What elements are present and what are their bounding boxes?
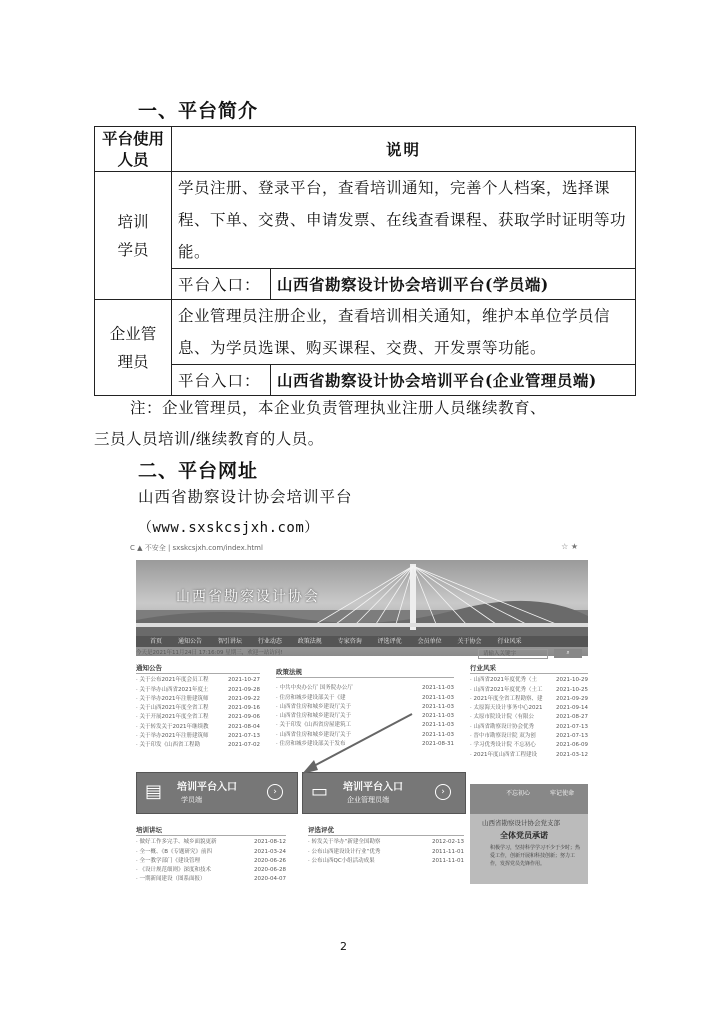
platform-table (94, 126, 636, 396)
party-slogan: 全体党员承诺 (500, 831, 548, 840)
list-item-title[interactable]: · 2021年度山西省工程建设 (470, 751, 537, 758)
list-item-title[interactable]: · 一期新闻建设（图系面报） (136, 876, 206, 883)
list-item-date: 2021-10-29 (556, 677, 588, 684)
awards-title: 评选评优 (308, 826, 464, 836)
list-item-date: 2021-09-14 (556, 705, 588, 712)
list-item-title[interactable]: · 2021年度全省工程勘察、建 (470, 695, 543, 702)
list-item[interactable] (470, 713, 588, 722)
party-tag-1: 不忘初心 (506, 790, 531, 797)
list-item-title[interactable]: · 学习优秀设计院 不忘初心 (470, 742, 536, 749)
list-item-title[interactable]: · 做好工作多完手、城乡面貌更新 (136, 839, 217, 846)
list-item-title[interactable]: · 关于举办山西省2021年度土 (136, 686, 209, 693)
list-item-date: 2021-03-24 (254, 848, 286, 855)
site-url[interactable]: （www.sxskcsjxh.com） (138, 520, 319, 536)
list-item-date: 2021-10-27 (228, 677, 260, 684)
section-title-2: 二、平台网址 (138, 460, 259, 482)
list-item-date: 2021-06-09 (556, 742, 588, 749)
arrow-right-icon: › (435, 784, 451, 800)
list-item-date: 2011-11-01 (432, 848, 464, 855)
role-student: 培训学员 (95, 172, 172, 300)
laptop-icon: ▭ (311, 781, 329, 802)
entry-label-student: 平台入口： (172, 269, 271, 300)
list-item[interactable] (136, 848, 286, 857)
table-header-row (95, 127, 636, 172)
list-item[interactable] (136, 857, 286, 866)
note-line-2: 三员人员培训/继续教育的人员。 (94, 430, 324, 448)
entry-link-admin[interactable]: 山西省勘察设计协会培训平台(企业管理员端) (271, 365, 636, 396)
list-item-date: 2021-07-13 (556, 723, 588, 730)
list-item[interactable] (470, 732, 588, 741)
list-item-date: 2020-06-28 (254, 867, 286, 874)
list-item-date: 2021-07-13 (556, 733, 588, 740)
list-item[interactable] (276, 684, 454, 693)
list-item-date: 2021-11-03 (422, 713, 454, 720)
list-item-title[interactable]: · 关于转发关于2021年继续教 (136, 723, 209, 730)
list-item-date: 2021-09-29 (556, 695, 588, 702)
list-item[interactable] (308, 838, 464, 847)
nav-item[interactable]: 关于协会 (457, 638, 482, 645)
nav-item[interactable]: 通知公告 (177, 638, 202, 645)
list-item-date: 2021-08-31 (422, 741, 454, 748)
pointer-arrow (280, 710, 420, 778)
awards-panel (308, 826, 464, 866)
list-item[interactable] (470, 686, 588, 695)
nav-item[interactable]: 会员单位 (417, 638, 442, 645)
party-body: 积极学习，坚持科学学习不少于少时；热爱工作，创新开展和科技创新；努力工作，发挥党员先锋作用。 (490, 845, 581, 867)
list-item-title[interactable]: · 全一教学部门《建设管理 (136, 857, 200, 864)
list-item[interactable] (136, 704, 260, 713)
nav-item[interactable]: 首页 (150, 638, 163, 645)
notices-panel (136, 664, 260, 751)
list-item-title[interactable]: · 住房和城乡建设部关于发布 (276, 741, 346, 748)
list-item-title[interactable]: · 《设计规范细则》深度和技术 (136, 867, 211, 874)
date-text: 今天是2021年11月24日 17:16:09 星期三，欢迎一站访问! (136, 650, 283, 656)
list-item[interactable] (470, 741, 588, 750)
site-nav (136, 636, 588, 647)
description-student: 学员注册、登录平台，查看培训通知，完善个人档案，选择课程、下单、交费、申请发票、在线查看课程、获取学时证明等功能。 (172, 172, 636, 269)
list-item-title[interactable]: · 山西省住房和城乡建设厅关于 (276, 731, 351, 738)
list-item[interactable] (136, 741, 260, 750)
party-org: 山西省勘察设计协会党支部 (482, 819, 560, 827)
list-item-date: 2011-11-01 (432, 857, 464, 864)
industry-panel (470, 664, 588, 760)
description-admin: 企业管理员注册企业，查看培训相关通知，维护本单位学员信息、为学员选课、购买课程、交费、开发票等功能。 (172, 300, 636, 365)
site-search-input[interactable]: 请输入关键字 (478, 649, 548, 659)
entry-row-admin (95, 365, 636, 396)
list-item-date: 2021-09-06 (228, 714, 260, 721)
list-item-date: 2021-09-16 (228, 705, 260, 712)
list-item-date: 2021-08-04 (228, 723, 260, 730)
list-item[interactable] (136, 713, 260, 722)
notices-title: 通知公告 (136, 664, 260, 674)
list-item-title[interactable]: · 山西省2021年度优秀（土 (470, 677, 537, 684)
list-item-date: 2020-06-26 (254, 857, 286, 864)
list-item[interactable] (136, 676, 260, 685)
admin-entry-button[interactable]: ▭ 培训平台入口 企业管理员端 › (302, 772, 466, 814)
table-row-admin (95, 300, 636, 365)
list-item-title[interactable]: · 关于举办2021年注册建筑师 (136, 695, 209, 702)
list-item-title[interactable]: · 关于山西2021年度全省工程 (136, 705, 209, 712)
table-row-student (95, 172, 636, 269)
list-item-date: 2021-10-25 (556, 686, 588, 693)
list-item[interactable] (136, 723, 260, 732)
list-item-title[interactable]: · 关于印发《山西省房屋建筑工 (276, 722, 351, 729)
entry-row-student (95, 269, 636, 300)
nav-item[interactable]: 评选评优 (377, 638, 402, 645)
header-users: 平台使用人员 (95, 127, 172, 172)
header-description: 说明 (172, 127, 636, 172)
list-item-date: 2021-11-03 (422, 731, 454, 738)
party-panel (470, 784, 588, 884)
list-item-title[interactable]: · 山西省住房和城乡建设厅关于 (276, 703, 351, 710)
list-item-title[interactable]: · 山西省住房和城乡建设厅关于 (276, 713, 351, 720)
page-number: 2 (340, 940, 347, 953)
industry-title: 行业风采 (470, 664, 588, 674)
list-item-title[interactable]: · 太原海天设计事务中心2021 (470, 705, 543, 712)
student-entry-button[interactable]: ▤ 培训平台入口 学员端 › (136, 772, 298, 814)
nav-item[interactable]: 专家咨询 (337, 638, 362, 645)
list-item-date: 2021-08-12 (254, 839, 286, 846)
list-item-date: 2021-09-22 (228, 695, 260, 702)
star-icon[interactable]: ☆ ★ (561, 542, 578, 551)
list-item[interactable] (308, 848, 464, 857)
list-item[interactable] (470, 723, 588, 732)
list-item[interactable] (470, 704, 588, 713)
arrow-right-icon: › (267, 784, 283, 800)
book-icon: ▤ (145, 781, 163, 802)
list-item-title[interactable]: · 山西省勘察设计协会优秀 (470, 723, 534, 730)
list-item[interactable] (136, 866, 286, 875)
site-info-bar (136, 648, 588, 659)
list-item-title[interactable]: · 中共中央办公厅 国务院办公厅 (276, 685, 353, 692)
list-item[interactable] (136, 838, 286, 847)
list-item-date: 2020-04-07 (254, 876, 286, 883)
nav-item[interactable]: 行业动态 (257, 638, 282, 645)
list-item-date: 2021-09-28 (228, 686, 260, 693)
list-item-date: 2021-11-03 (422, 694, 454, 701)
list-item[interactable] (308, 857, 464, 866)
site-search-button[interactable]: ⌕ (554, 649, 582, 658)
list-item-date: 2021-11-03 (422, 685, 454, 692)
policies-title: 政策法规 (276, 668, 454, 678)
lectures-panel (136, 826, 286, 885)
list-item-date: 2021-11-03 (422, 703, 454, 710)
list-item-title[interactable]: · 关于公布2021年度会员工程 (136, 677, 209, 684)
list-item-title[interactable]: · 关于举办2021年注册建筑师 (136, 733, 209, 740)
list-item[interactable] (470, 695, 588, 704)
list-item-title[interactable]: · 关于印发《山西省工程勘 (136, 742, 200, 749)
nav-item[interactable]: 政策法规 (297, 638, 322, 645)
list-item[interactable] (136, 875, 286, 884)
list-item-title[interactable]: · 山西省2021年度优秀（土工 (470, 686, 543, 693)
list-item-title[interactable]: · 全一概、《B《专题研究》前四 (136, 848, 213, 855)
list-item-title[interactable]: · 晋中市勘察设计院 双为创 (470, 733, 536, 740)
note-line-1: 注：企业管理员，本企业负责管理执业注册人员继续教育、 (130, 399, 547, 417)
list-item[interactable] (470, 676, 588, 685)
section-title-1: 一、平台简介 (138, 100, 259, 122)
role-admin: 企业管理员 (95, 300, 172, 396)
list-item[interactable] (136, 686, 260, 695)
list-item-title[interactable]: · 太原市院设计院（有限公 (470, 714, 534, 721)
list-item-title[interactable]: · 公布山西建设设计行业“优秀 (308, 848, 381, 855)
list-item[interactable] (136, 695, 260, 704)
entry-label-admin: 平台入口： (172, 365, 271, 396)
lectures-title: 培训讲坛 (136, 826, 286, 836)
site-banner-title: 山西省勘察设计协会 (176, 589, 320, 605)
list-item-date: 2021-08-27 (556, 714, 588, 721)
list-item-date: 2021-03-12 (556, 751, 588, 758)
list-item[interactable] (136, 732, 260, 741)
nav-item[interactable]: 行业风采 (497, 638, 522, 645)
list-item-date: 2012-02-13 (432, 839, 464, 846)
list-item-title[interactable]: · 住房和城乡建设部关于《建 (276, 694, 346, 701)
list-item-date: 2021-11-03 (422, 722, 454, 729)
list-item-date: 2021-07-02 (228, 742, 260, 749)
list-item-title[interactable]: · 关于开展2021年度全省工程 (136, 714, 209, 721)
list-item[interactable] (276, 694, 454, 703)
party-tag-2: 牢记使命 (550, 790, 575, 797)
list-item-title[interactable]: · 转发关于举办“新建全国勘察 (308, 839, 381, 846)
site-name: 山西省勘察设计协会培训平台 (138, 488, 353, 506)
nav-item[interactable]: 智引讲坛 (217, 638, 242, 645)
list-item-title[interactable]: · 公布山西QC小组活动成果 (308, 857, 375, 864)
entry-link-student[interactable]: 山西省勘察设计协会培训平台(学员端) (271, 269, 636, 300)
list-item[interactable] (470, 751, 588, 760)
website-screenshot (130, 540, 594, 885)
list-item-date: 2021-07-13 (228, 733, 260, 740)
browser-address-bar[interactable]: C ▲ 不安全 | sxskcsjxh.com/index.html (130, 544, 263, 552)
